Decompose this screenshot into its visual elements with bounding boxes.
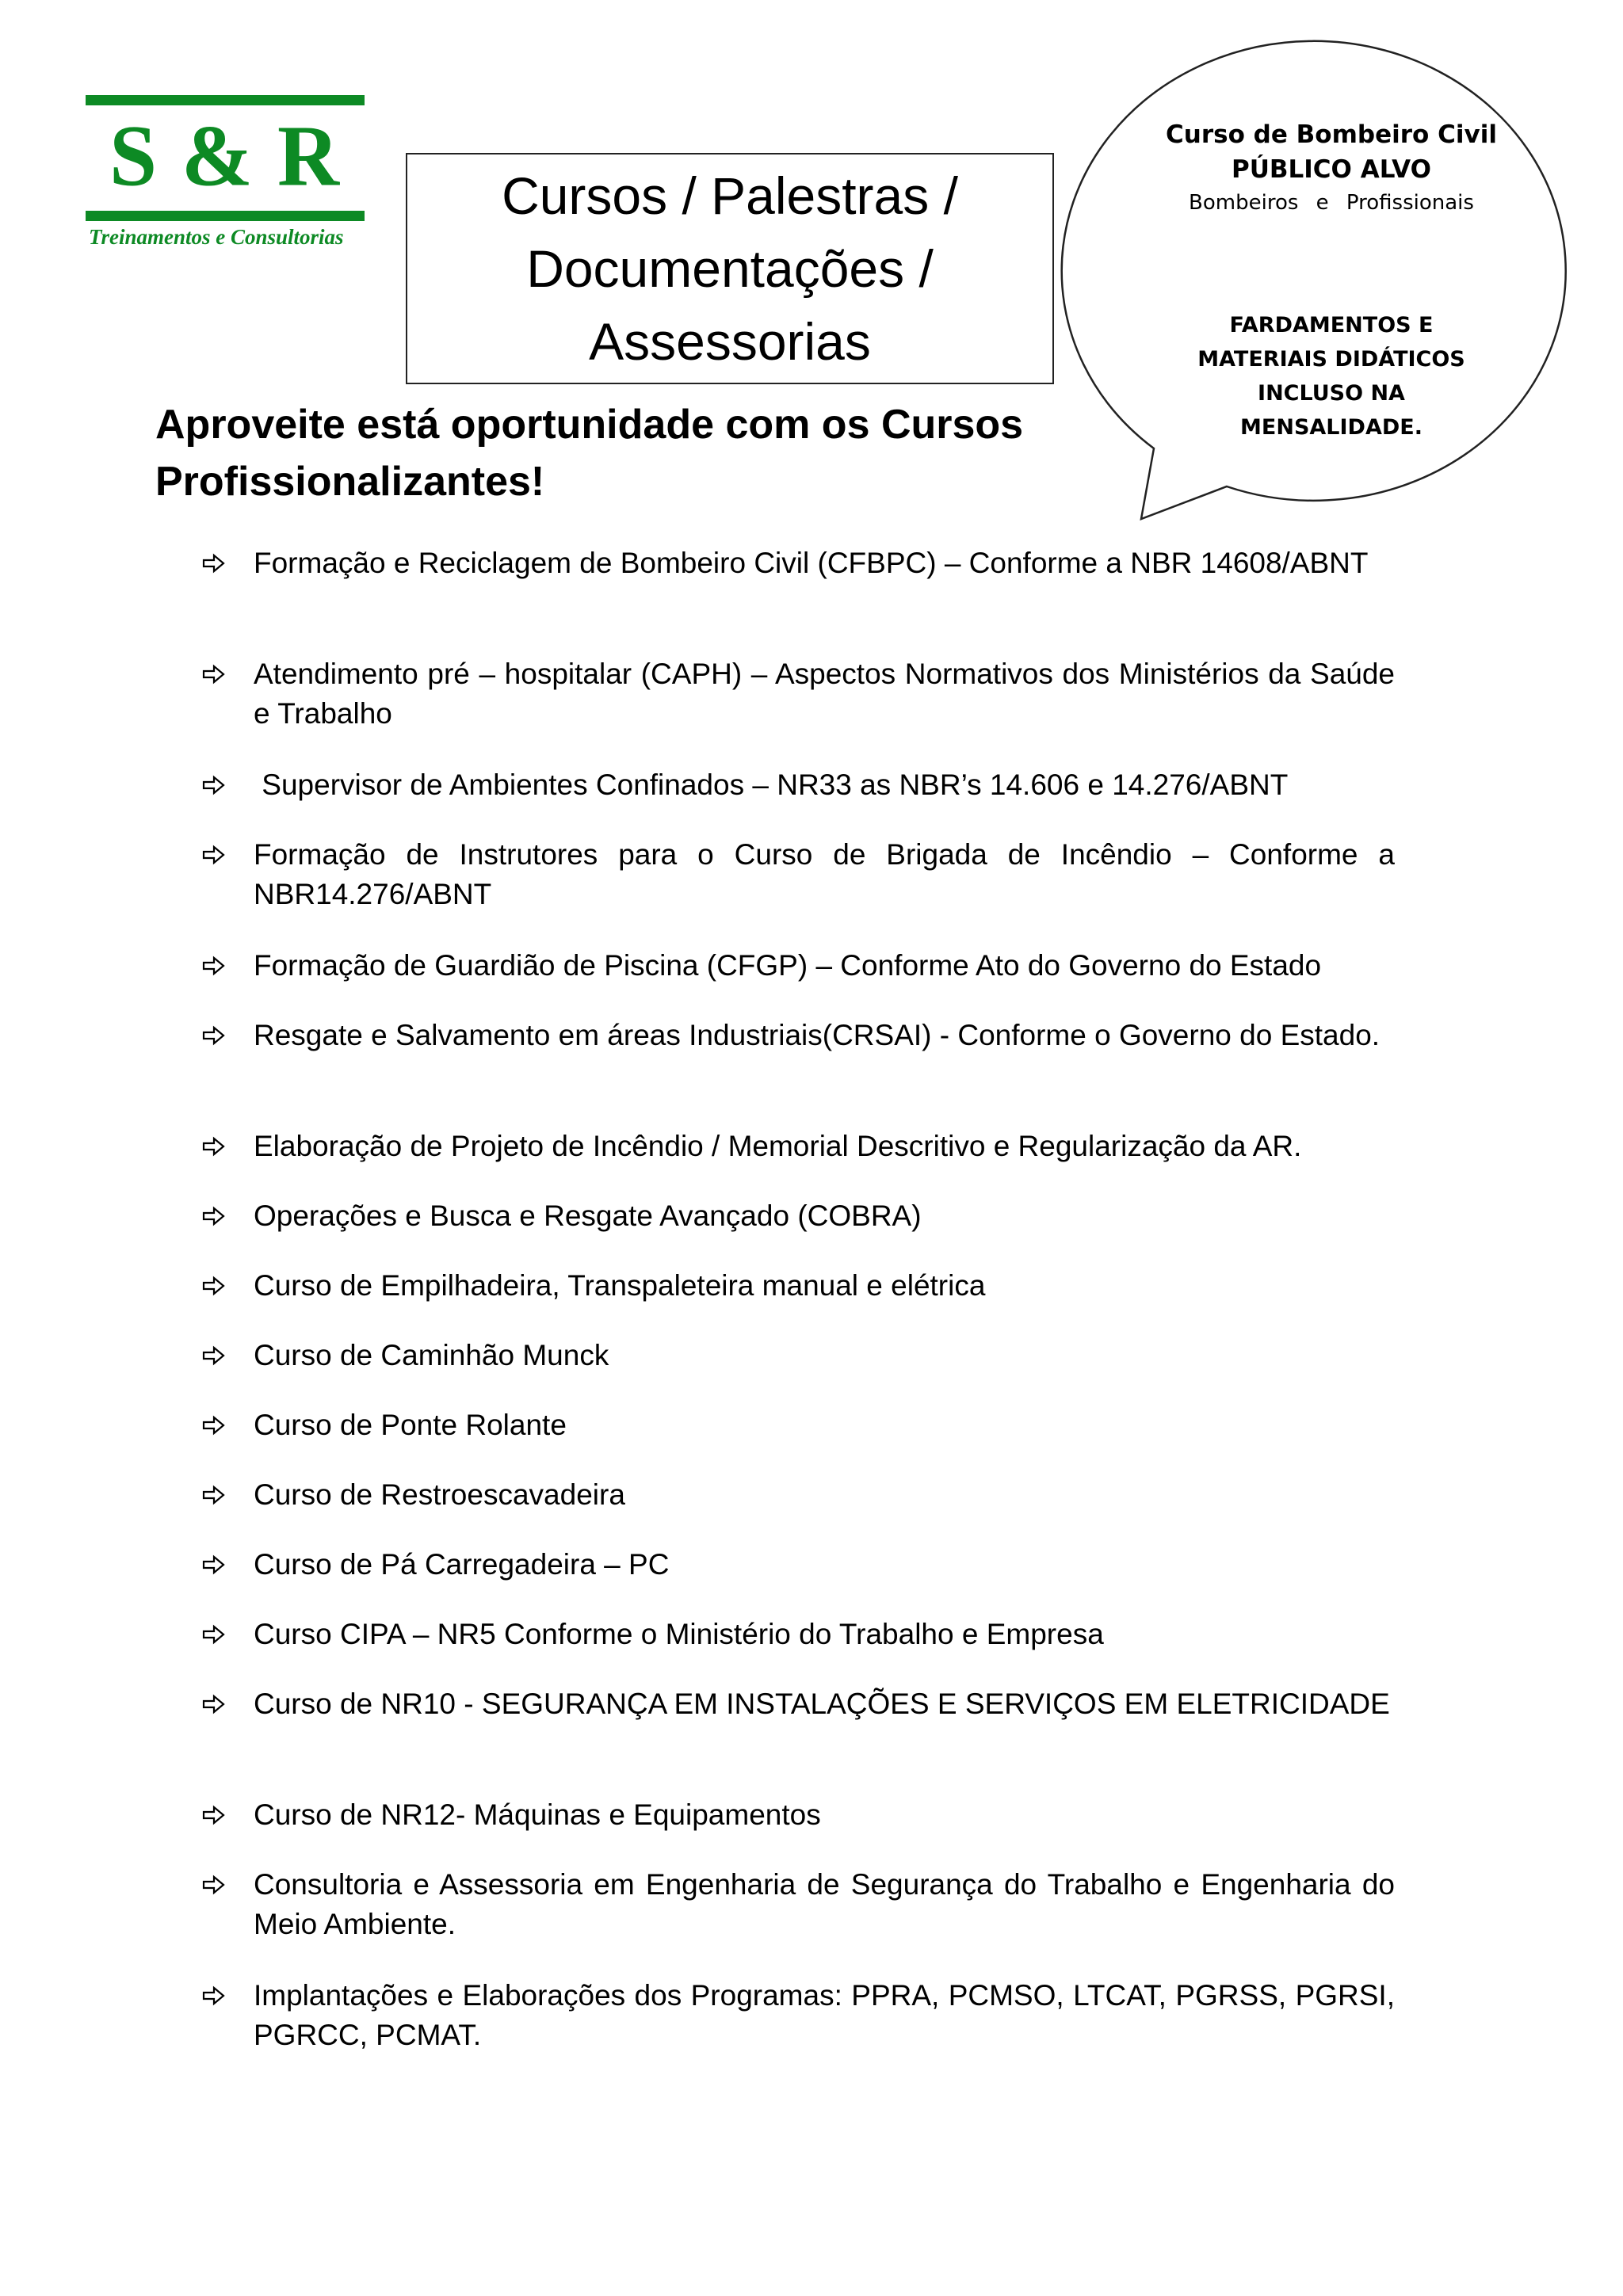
course-item-label: Curso de NR12- Máquinas e Equipamentos <box>254 1798 821 1831</box>
course-item-label: Curso de Ponte Rolante <box>254 1409 567 1441</box>
bubble-uniform-line: FARDAMENTOS E <box>1229 313 1434 338</box>
right-arrow-outline-icon <box>202 845 226 865</box>
headline-line: Profissionalizantes! <box>155 459 545 505</box>
course-item-label: Formação e Reciclagem de Bombeiro Civil (CFBPC) – Conforme a NBR 14608/ABNT <box>254 547 1369 579</box>
right-arrow-outline-icon <box>202 1694 226 1714</box>
course-item-label: Consultoria e Assessoria em Engenharia de Segurança do Trabalho e Engenharia do Meio Ambiente. <box>254 1868 1395 1940</box>
bubble-target-audience-label: PÚBLICO ALVO <box>1232 155 1431 184</box>
course-item-label: Resgate e Salvamento em áreas Industriais(CRSAI) - Conforme o Governo do Estado. <box>254 1019 1381 1051</box>
right-arrow-outline-icon <box>202 1206 226 1226</box>
right-arrow-outline-icon <box>202 1485 226 1505</box>
logo-mark: S & R <box>109 108 342 205</box>
right-arrow-outline-icon <box>202 1624 226 1645</box>
right-arrow-outline-icon <box>202 1345 226 1366</box>
headline-line: Aproveite está oportunidade com os Cursos <box>155 402 1024 448</box>
right-arrow-outline-icon <box>202 1136 226 1157</box>
right-arrow-outline-icon <box>202 664 226 685</box>
right-arrow-outline-icon <box>202 955 226 976</box>
bubble-uniform-line: MATERIAIS DIDÁTICOS <box>1197 347 1465 372</box>
course-item-label: Atendimento pré – hospitalar (CAPH) – Aspectos Normativos dos Ministérios da Saúde e Trabalho <box>254 658 1395 730</box>
course-item-label: Curso de Pá Carregadeira – PC <box>254 1548 670 1581</box>
bubble-included-materials <box>1165 308 1498 444</box>
speech-bubble-outline <box>1062 41 1566 519</box>
right-arrow-outline-icon <box>202 553 226 574</box>
course-item-label: Implantações e Elaborações dos Programas: PPRA, PCMSO, LTCAT, PGRSS, PGRSI, PGRCC, PCMAT. <box>254 1979 1395 2051</box>
course-item-label: Curso de Restroescavadeira <box>254 1478 625 1511</box>
course-item-label: Curso CIPA – NR5 Conforme o Ministério do Trabalho e Empresa <box>254 1618 1104 1650</box>
right-arrow-outline-icon <box>202 1875 226 1895</box>
course-item-label: Operações e Busca e Resgate Avançado (COBRA) <box>254 1199 922 1232</box>
bubble-title <box>1109 117 1553 187</box>
title-line: Cursos / Palestras / <box>502 166 958 225</box>
page-headline <box>155 396 1106 510</box>
right-arrow-outline-icon <box>202 1025 226 1046</box>
course-item-label: Curso de NR10 - SEGURANÇA EM INSTALAÇÕES E SERVIÇOS EM ELETRICIDADE <box>254 1688 1390 1720</box>
course-item-label: Curso de Caminhão Munck <box>254 1339 609 1371</box>
right-arrow-outline-icon <box>202 1554 226 1575</box>
course-item-label: Formação de Guardião de Piscina (CFGP) – Conforme Ato do Governo do Estado <box>254 949 1322 982</box>
course-item-label: Supervisor de Ambientes Confinados – NR33 as NBR’s 14.606 e 14.276/ABNT <box>254 769 1289 801</box>
title-line: Documentações / <box>526 239 934 298</box>
right-arrow-outline-icon <box>202 1415 226 1436</box>
right-arrow-outline-icon <box>202 1805 226 1825</box>
right-arrow-outline-icon <box>202 1276 226 1296</box>
bubble-course-name: Curso de Bombeiro Civil <box>1166 120 1497 149</box>
title-line: Assessorias <box>589 312 871 371</box>
right-arrow-outline-icon <box>202 1985 226 2006</box>
bubble-uniform-line: MENSALIDADE. <box>1240 415 1423 440</box>
course-item-label: Elaboração de Projeto de Incêndio / Memorial Descritivo e Regularização da AR. <box>254 1130 1302 1162</box>
right-arrow-outline-icon <box>202 775 226 795</box>
course-item-label: Formação de Instrutores para o Curso de Brigada de Incêndio – Conforme a NBR14.276/ABNT <box>254 838 1395 910</box>
course-item-label: Curso de Empilhadeira, Transpaleteira manual e elétrica <box>254 1269 986 1302</box>
bubble-audience: Bombeiros e Profissionais <box>1189 191 1474 215</box>
logo-tagline: Treinamentos e Consultorias <box>89 225 344 249</box>
bubble-uniform-line: INCLUSO NA <box>1258 381 1405 406</box>
